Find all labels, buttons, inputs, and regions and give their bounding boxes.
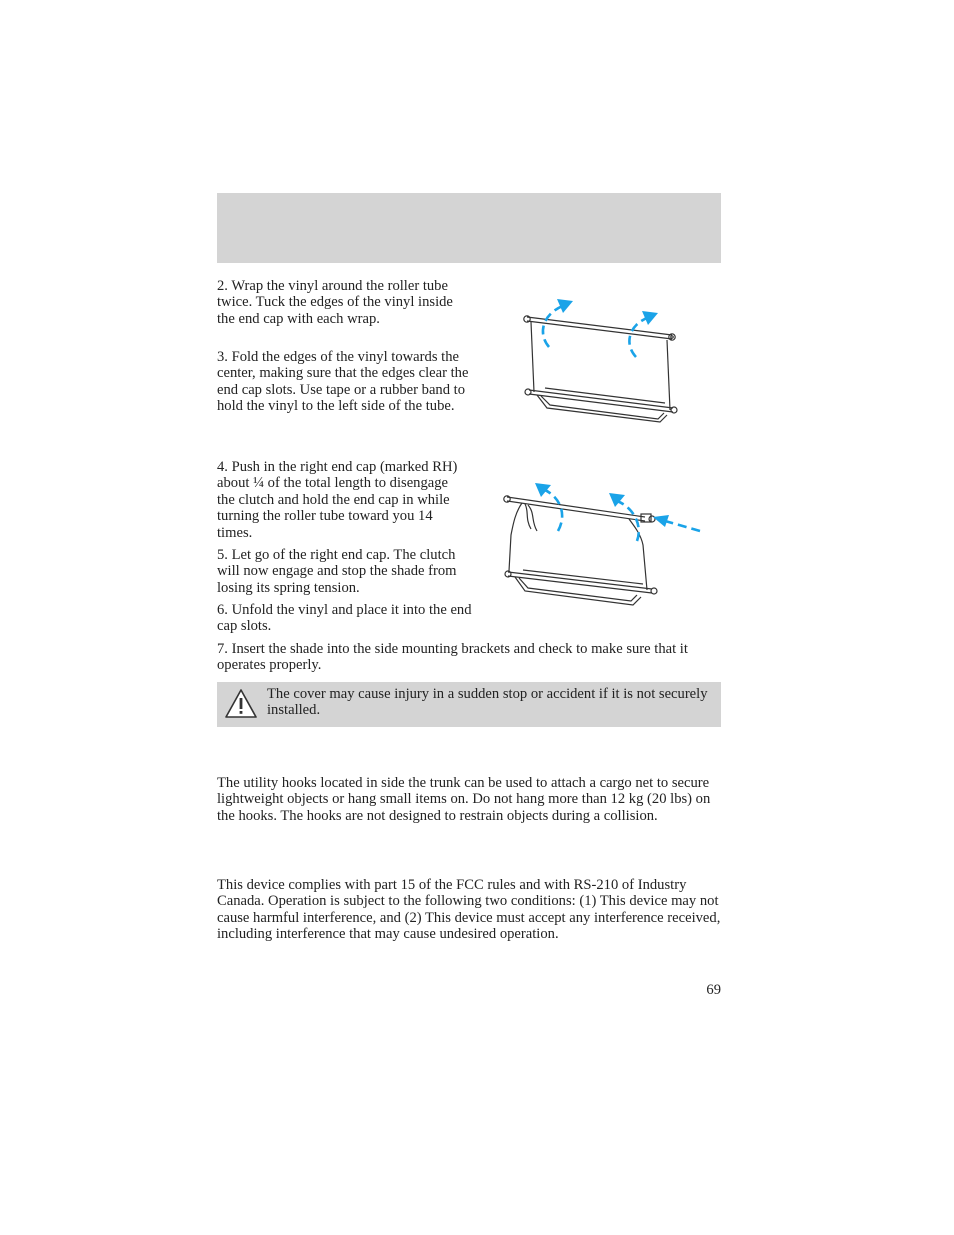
step-2-text: 2. Wrap the vinyl around the roller tube twice. Tuck the edges of the vinyl inside the end cap with each wrap. <box>217 278 453 327</box>
utility-hooks-paragraph: The utility hooks located in side the trunk can be used to attach a cargo net to secure lightweight objects or hang small items on. Do not hang more than 12 kg (20 lbs) on the hooks. The hooks are not designed to restrain objects during a collision. <box>217 775 711 824</box>
step-3-text: 3. Fold the edges of the vinyl towards the center, making sure that the edges clear the end cap slots. Use tape or a rubber band to hold the vinyl to the left side of the tube. <box>217 349 469 415</box>
warning-box <box>217 682 721 727</box>
roller-shade-wrap-illustration <box>515 295 690 430</box>
page-number: 69 <box>706 982 721 998</box>
step-6-text: 6. Unfold the vinyl and place it into the end cap slots. <box>217 602 472 635</box>
roller-shade-endcap-illustration <box>495 475 705 610</box>
section-header-band <box>217 193 721 263</box>
fcc-compliance-paragraph: This device complies with part 15 of the FCC rules and with RS-210 of Industry Canada. Operation is subject to the following two conditions: (1) This device may not cause harmful interference, and (2) This device must accept any interference received, including interference that may cause undesired operation. <box>217 877 721 943</box>
warning-text: The cover may cause injury in a sudden stop or accident if it is not securely installed. <box>267 686 708 719</box>
step-7-text: 7. Insert the shade into the side mounting brackets and check to make sure that it operates properly. <box>217 641 688 674</box>
step-5-text: 5. Let go of the right end cap. The clutch will now engage and stop the shade from losing its spring tension. <box>217 547 457 596</box>
step-4-text: 4. Push in the right end cap (marked RH) about ¼ of the total length to disengage the clutch and hold the end cap in while turning the roller tube toward you 14 times. <box>217 459 458 541</box>
warning-triangle-icon <box>224 688 258 720</box>
